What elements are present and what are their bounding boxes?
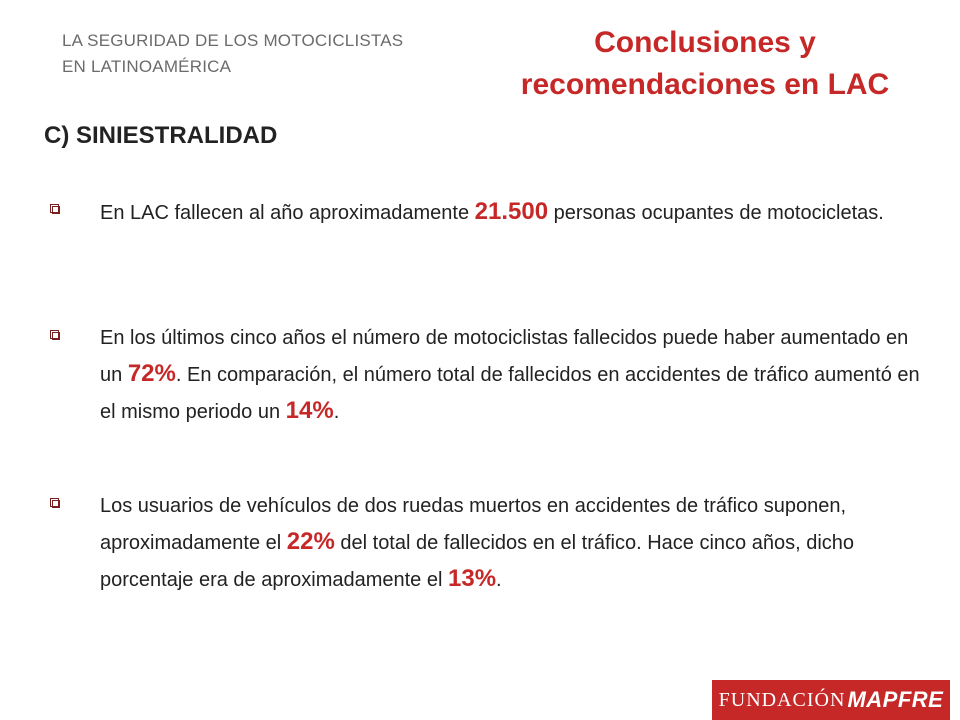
- title-line-1: Conclusiones y: [594, 26, 816, 59]
- logo-text-mapfre: MAPFRE: [847, 687, 944, 712]
- bullet-text: En LAC fallecen al año aproximadamente 21.500 personas ocupantes de motocicletas.: [100, 198, 884, 225]
- kicker-line-1: LA SEGURIDAD DE LOS MOTOCICLISTAS: [62, 31, 404, 50]
- checkbox-square-icon: [50, 498, 60, 508]
- highlight-value: 72%: [127, 360, 176, 387]
- bullet-item-2: [44, 320, 924, 430]
- fundacion-mapfre-logo: [712, 680, 950, 720]
- title-line-2: recomendaciones en LAC: [520, 68, 890, 101]
- checkbox-square-icon: [50, 330, 60, 340]
- bullet-item-3: [44, 488, 924, 598]
- highlight-value: 13%: [448, 565, 497, 592]
- kicker-line-2: EN LATINOAMÉRICA: [62, 57, 232, 76]
- bullet-text: Los usuarios de vehículos de dos ruedas muertos en accidentes de tráfico suponen, aproximadamente el 22% del total de fallecidos en el tráfico. Hace cinco años, dicho porcentaje era de aproximadamente el 13%.: [100, 495, 855, 592]
- presentation-kicker: [62, 28, 482, 80]
- section-title: C) SINIESTRALIDAD: [44, 122, 278, 149]
- slide-title: [470, 22, 940, 106]
- bullet-text: En los últimos cinco años el número de motociclistas fallecidos puede haber aumentado en un 72%. En comparación, el número total de fallecidos en accidentes de tráfico aumentó en el mismo periodo un 14%.: [100, 327, 920, 424]
- highlight-value: 14%: [285, 397, 334, 424]
- bullet-item-1: [44, 194, 924, 231]
- logo-text-fundacion: FUNDACIÓN: [718, 688, 846, 711]
- checkbox-square-icon: [50, 204, 60, 214]
- highlight-value: 21.500: [474, 198, 549, 225]
- highlight-value: 22%: [286, 528, 335, 555]
